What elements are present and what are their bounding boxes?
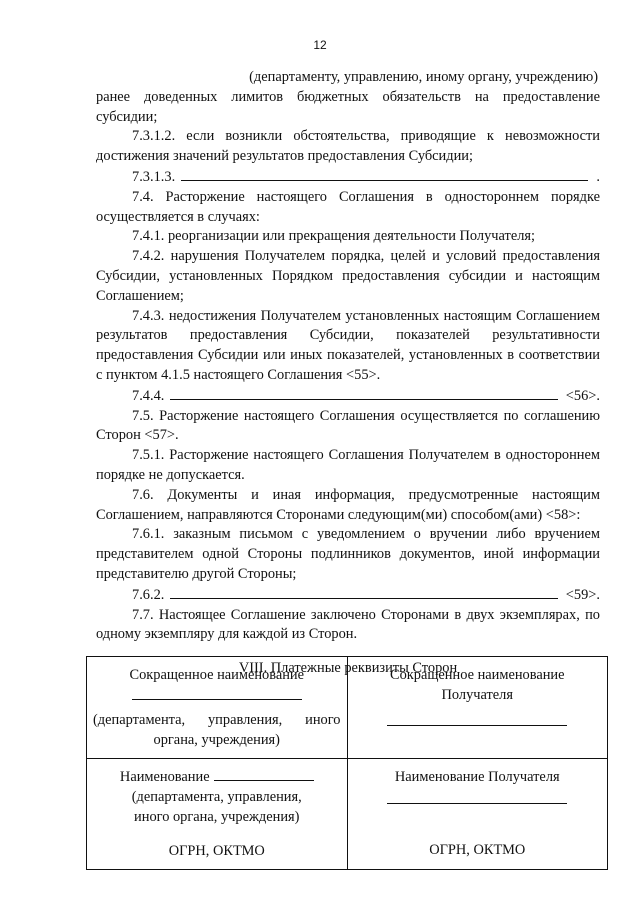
name-row — [93, 767, 341, 787]
paragraph-label: 7.3.1.3. — [132, 168, 176, 185]
paragraph-7-6-2 — [96, 585, 600, 606]
paragraph-7-3-1-3 — [96, 167, 600, 188]
left-bottom-sub-b: иного органа, учреждения) — [134, 809, 300, 825]
paragraph-7-6-1: 7.6.1. заказным письмом с уведомлением о вручении либо вручением представителем одной Стороны подлинников документов, иной информации представителю другой Стороны; — [96, 526, 600, 582]
left-top-cell — [87, 657, 348, 759]
table-row — [87, 657, 608, 759]
blank-line — [181, 167, 588, 181]
right-top-cell — [347, 657, 608, 759]
paragraph-7-4-2: 7.4.2. нарушения Получателем порядка, целей и условий предоставления Субсидии, установленных Порядком предоставления субсидии и настоящим Соглашением; — [96, 248, 600, 304]
table-row — [87, 759, 608, 870]
paragraph-end: . — [596, 168, 600, 185]
paragraph-7-3-1-2: 7.3.1.2. если возникли обстоятельства, приводящие к невозможности достижения значений результатов предоставления Субсидии; — [96, 128, 600, 165]
left-bottom-label: Наименование — [119, 769, 210, 785]
blank-line — [387, 797, 567, 804]
paragraph-end: <59>. — [565, 586, 600, 603]
paragraph-label: 7.4.4. — [132, 387, 165, 404]
paragraph-label: 7.6.2. — [132, 586, 165, 603]
page-number: 12 — [313, 38, 327, 52]
left-top-sub-a: (департамента, управления, иного — [93, 712, 341, 728]
left-bottom-cell — [87, 759, 348, 870]
requisites-table — [86, 656, 608, 870]
left-bottom-sub-a: (департамента, управления, — [131, 789, 302, 805]
right-ogrn-oktmo: ОГРН, ОКТМО — [429, 842, 526, 858]
blank-line — [132, 693, 302, 700]
left-top-title: Сокращенное наименование — [129, 667, 305, 683]
paragraph-7-4: 7.4. Расторжение настоящего Соглашения в одностороннем порядке осуществляется в случаях: — [96, 188, 600, 225]
left-top-sub-b: органа, учреждения) — [153, 732, 280, 748]
blank-line — [170, 585, 557, 599]
right-top-title: Сокращенное наименование Получателя — [389, 667, 565, 703]
paragraph-7-5-1: 7.5.1. Расторжение настоящего Соглашения Получателем в одностороннем порядке не допускается. — [96, 447, 600, 483]
paragraph-7-3-1-1-continuation: (департаменту, управлению, иному органу, учреждению) — [249, 69, 598, 85]
left-ogrn-oktmo: ОГРН, ОКТМО — [168, 843, 265, 859]
section-title: VIII. Платежные реквизиты Сторон — [238, 660, 458, 677]
right-bottom-cell — [347, 759, 608, 870]
paragraph-end: <56>. — [565, 387, 600, 404]
paragraph-7-7: 7.7. Настоящее Соглашение заключено Сторонами в двух экземплярах, по одному экземпляру для каждой из Сторон. — [96, 606, 600, 643]
blank-line — [387, 719, 567, 726]
document-body — [96, 68, 600, 679]
paragraph-7-4-4 — [96, 386, 600, 407]
paragraph-7-3-1-1-text: ранее доведенных лимитов бюджетных обязательств на предоставление субсидии; — [96, 88, 600, 125]
paragraph-7-4-1: 7.4.1. реорганизации или прекращения деятельности Получателя; — [132, 228, 536, 245]
paragraph-7-6: 7.6. Документы и иная информация, предусмотренные настоящим Соглашением, направляются Сторонами следующим(ми) способом(ами) <58>: — [96, 486, 600, 523]
paragraph-7-5-end: Сторон <57>. — [96, 427, 179, 444]
right-bottom-title: Наименование Получателя — [394, 769, 560, 785]
blank-line — [170, 386, 557, 400]
paragraph-7-4-3: 7.4.3. недостижения Получателем установленных настоящим Соглашением результатов предоставления Субсидии, показателей результативности предоставления Субсидии или иных показателей, установленных в соответствии с пунктом 4.1.5 настоящего Соглашения <55>. — [96, 307, 600, 383]
blank-line — [214, 767, 314, 781]
paragraph-7-5: 7.5. Расторжение настоящего Соглашения осуществляется по соглашению — [132, 407, 600, 424]
